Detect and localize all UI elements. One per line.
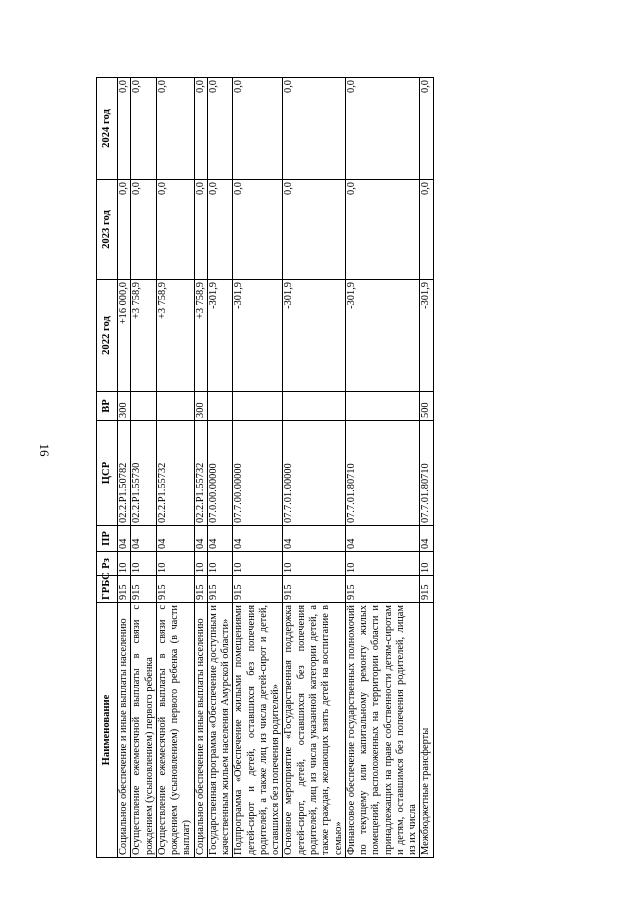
cell-vr <box>156 392 194 421</box>
header-grbs: ГРБС <box>97 576 118 603</box>
cell-2022: +16 000,0 <box>118 280 131 392</box>
table-row <box>131 78 157 858</box>
cell-2023: 0,0 <box>420 180 433 280</box>
cell-csr: 07.7.00.00000 <box>233 421 283 526</box>
cell-2022: -301,9 <box>233 280 283 392</box>
cell-2022: -301,9 <box>420 280 433 392</box>
cell-rz: 10 <box>283 552 345 576</box>
header-name: Наименование <box>97 603 118 858</box>
cell-2024: 0,0 <box>131 78 157 180</box>
header-rz: Рз <box>97 552 118 576</box>
cell-2023: 0,0 <box>156 180 194 280</box>
cell-2022: -301,9 <box>345 280 420 392</box>
cell-pr: 04 <box>131 526 157 552</box>
header-csr: ЦСР <box>97 421 118 526</box>
cell-name: Осуществление ежемесячной выплаты в связи с рождением (усыновлением) первого ребенка (в части выплат) <box>156 603 194 858</box>
cell-pr: 04 <box>233 526 283 552</box>
cell-csr: 07.0.00.00000 <box>207 421 233 526</box>
cell-csr: 07.7.01.80710 <box>345 421 420 526</box>
header-vr: ВР <box>97 392 118 421</box>
cell-pr: 04 <box>283 526 345 552</box>
cell-rz: 10 <box>131 552 157 576</box>
cell-vr <box>345 392 420 421</box>
cell-2023: 0,0 <box>207 180 233 280</box>
header-2022: 2022 год <box>97 280 118 392</box>
header-pr: ПР <box>97 526 118 552</box>
cell-2024: 0,0 <box>207 78 233 180</box>
cell-2022: -301,9 <box>283 280 345 392</box>
cell-pr: 04 <box>156 526 194 552</box>
cell-rz: 10 <box>156 552 194 576</box>
cell-2024: 0,0 <box>118 78 131 180</box>
cell-grbs: 915 <box>194 576 207 603</box>
cell-csr: 02.2.P1.55730 <box>131 421 157 526</box>
cell-2022: +3 758,9 <box>194 280 207 392</box>
cell-rz: 10 <box>420 552 433 576</box>
cell-vr <box>283 392 345 421</box>
cell-vr <box>233 392 283 421</box>
cell-2024: 0,0 <box>420 78 433 180</box>
cell-name: Социальное обеспечение и иные выплаты населению <box>118 603 131 858</box>
table-row <box>420 78 433 858</box>
cell-csr: 02.2.P1.50782 <box>118 421 131 526</box>
cell-grbs: 915 <box>420 576 433 603</box>
cell-name: Осуществление ежемесячной выплаты в связи с рождением (усыновлением) первого ребенка <box>131 603 157 858</box>
cell-pr: 04 <box>207 526 233 552</box>
cell-csr: 02.2.P1.55732 <box>156 421 194 526</box>
budget-table <box>96 77 434 858</box>
cell-name: Социальное обеспечение и иные выплаты населению <box>194 603 207 858</box>
table-row <box>207 78 233 858</box>
cell-2023: 0,0 <box>283 180 345 280</box>
cell-name: Финансовое обеспечение государственных полномочий по текущему или капитальному ремонту жилых помещений, расположенных на территории области и принадлежащих на праве собственности детям-сиротам и детям, оставшимся без попечения родителей, лицам из их числа <box>345 603 420 858</box>
cell-2023: 0,0 <box>233 180 283 280</box>
cell-name: Основное мероприятие «Государственная поддержка детей-сирот, детей, оставшихся без попечения родителей, лиц из числа указанной категории детей, а также граждан, желающих взять детей на воспитание в семью» <box>283 603 345 858</box>
cell-name: Межбюджетные трансферты <box>420 603 433 858</box>
cell-vr: 500 <box>420 392 433 421</box>
cell-2024: 0,0 <box>283 78 345 180</box>
cell-2023: 0,0 <box>345 180 420 280</box>
page-number: 16 <box>37 443 52 457</box>
cell-vr: 300 <box>194 392 207 421</box>
cell-rz: 10 <box>118 552 131 576</box>
table-row <box>156 78 194 858</box>
cell-2023: 0,0 <box>118 180 131 280</box>
cell-vr <box>131 392 157 421</box>
table-header-row <box>97 78 118 858</box>
cell-2023: 0,0 <box>131 180 157 280</box>
cell-grbs: 915 <box>207 576 233 603</box>
table-row <box>118 78 131 858</box>
cell-csr: 07.7.01.80710 <box>420 421 433 526</box>
cell-rz: 10 <box>233 552 283 576</box>
header-2023: 2023 год <box>97 180 118 280</box>
header-2024: 2024 год <box>97 78 118 180</box>
cell-pr: 04 <box>420 526 433 552</box>
cell-grbs: 915 <box>345 576 420 603</box>
cell-pr: 04 <box>345 526 420 552</box>
cell-vr <box>207 392 233 421</box>
cell-grbs: 915 <box>118 576 131 603</box>
cell-2024: 0,0 <box>233 78 283 180</box>
cell-2022: +3 758,9 <box>156 280 194 392</box>
cell-grbs: 915 <box>131 576 157 603</box>
cell-2024: 0,0 <box>156 78 194 180</box>
cell-2024: 0,0 <box>194 78 207 180</box>
cell-2022: -301,9 <box>207 280 233 392</box>
table-row <box>233 78 283 858</box>
cell-2023: 0,0 <box>194 180 207 280</box>
cell-vr: 300 <box>118 392 131 421</box>
cell-grbs: 915 <box>233 576 283 603</box>
cell-name: Подпрограмма «Обеспечение жилыми помещениями детей-сирот и детей, оставшихся без попечения родителей, а также лиц из числа детей-сирот и детей, оставшихся без попечения родителей» <box>233 603 283 858</box>
cell-grbs: 915 <box>283 576 345 603</box>
cell-rz: 10 <box>345 552 420 576</box>
cell-pr: 04 <box>194 526 207 552</box>
cell-rz: 10 <box>207 552 233 576</box>
table-row <box>283 78 345 858</box>
table-row <box>345 78 420 858</box>
cell-grbs: 915 <box>156 576 194 603</box>
cell-csr: 07.7.01.00000 <box>283 421 345 526</box>
cell-rz: 10 <box>194 552 207 576</box>
rotated-table-wrapper <box>96 78 434 858</box>
cell-name: Государственная программа «Обеспечение доступным и качественным жильем населения Амурской области» <box>207 603 233 858</box>
cell-2024: 0,0 <box>345 78 420 180</box>
cell-2022: +3 758,9 <box>131 280 157 392</box>
cell-pr: 04 <box>118 526 131 552</box>
table-row <box>194 78 207 858</box>
cell-csr: 02.2.P1.55732 <box>194 421 207 526</box>
